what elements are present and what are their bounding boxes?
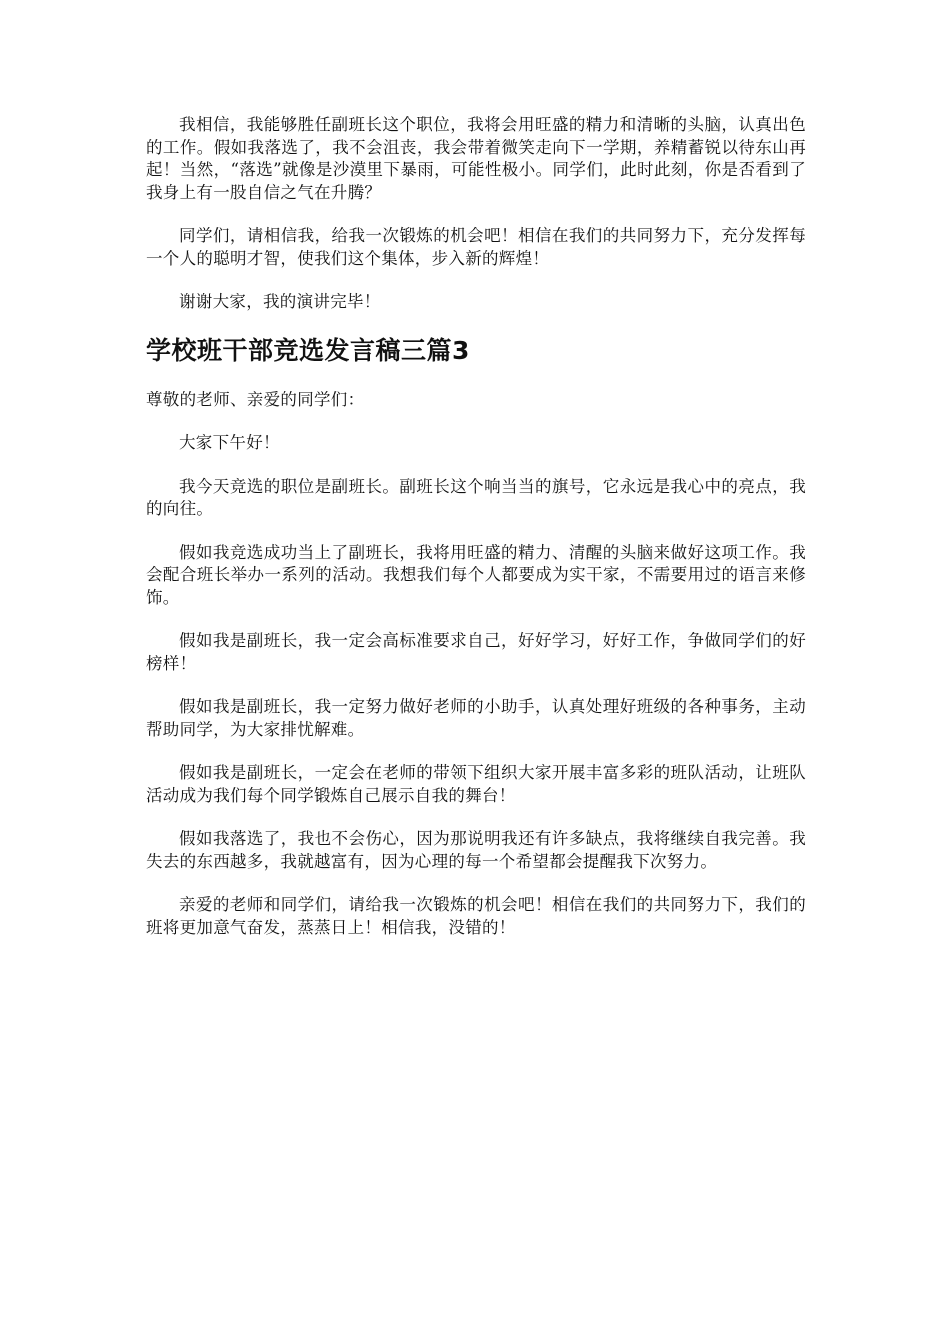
paragraph: 假如我是副班长，我一定会高标准要求自己，好好学习，好好工作，争做同学们的好榜样！ — [146, 631, 806, 673]
paragraph: 谢谢大家，我的演讲完毕！ — [179, 292, 381, 311]
paragraph: 我今天竞选的职位是副班长。副班长这个响当当的旗号，它永远是我心中的亮点，我的向往。 — [146, 476, 806, 518]
paragraph: 假如我竞选成功当上了副班长，我将用旺盛的精力、清醒的头脑来做好这项工作。我会配合班长举办一系列的活动。我想我们每个人都要成为实干家，不需要用过的语言来修饰。 — [146, 542, 806, 607]
salutation: 尊敬的老师、亲爱的同学们： — [146, 389, 365, 409]
paragraph: 假如我落选了，我也不会伤心，因为那说明我还有许多缺点，我将继续自我完善。我失去的东西越多，我就越富有，因为心理的每一个希望都会提醒我下次努力。 — [146, 829, 806, 871]
paragraph: 假如我是副班长，一定会在老师的带领下组织大家开展丰富多彩的班队活动，让班队活动成为我们每个同学锻炼自己展示自我的舞台！ — [146, 763, 806, 805]
paragraph: 假如我是副班长，我一定努力做好老师的小助手，认真处理好班级的各种事务，主动帮助同学，为大家排忧解难。 — [146, 697, 806, 739]
paragraph: 亲爱的老师和同学们，请给我一次锻炼的机会吧！相信在我们的共同努力下，我们的班将更加意气奋发，蒸蒸日上！相信我，没错的！ — [146, 895, 806, 937]
document-page — [146, 114, 806, 960]
section-heading: 学校班干部竞选发言稿三篇3 — [146, 335, 470, 365]
paragraph: 同学们，请相信我，给我一次锻炼的机会吧！相信在我们的共同努力下，充分发挥每一个人的聪明才智，使我们这个集体，步入新的辉煌！ — [146, 226, 806, 268]
paragraph: 大家下午好！ — [179, 433, 280, 452]
paragraph: 我相信，我能够胜任副班长这个职位，我将会用旺盛的精力和清晰的头脑，认真出色的工作。假如我落选了，我不会沮丧，我会带着微笑走向下一学期，养精蓄锐以待东山再起！当然，“落选”就像是沙漠里下暴雨，可能性极小。同学们，此时此刻，你是否看到了我身上有一股自信之气在升腾？ — [146, 115, 806, 202]
